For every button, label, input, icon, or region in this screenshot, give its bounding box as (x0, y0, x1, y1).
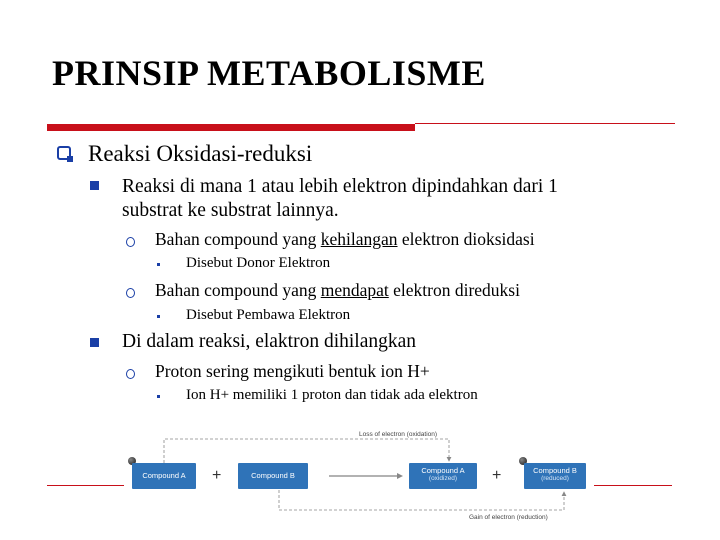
circle-bullet-icon (126, 237, 135, 247)
bottom-rule-right (594, 485, 672, 486)
compound-a-oxidized-box (409, 463, 477, 489)
heading-redox: Reaksi Oksidasi-reduksi (88, 141, 313, 166)
bullet-reduced-underlined: mendapat (320, 280, 389, 300)
bullet-oxidized-pre: Bahan compound yang (155, 229, 321, 249)
circle-bullet-icon (126, 369, 135, 379)
bullet-acceptor: Disebut Pembawa Elektron (186, 307, 351, 323)
compound-a-label: Compound A (142, 471, 186, 480)
checkbox-bullet-icon (57, 146, 71, 160)
compound-b-box (238, 463, 308, 489)
oxidation-arrow (164, 439, 449, 463)
plus-sign: + (212, 467, 222, 484)
dot-bullet-icon (157, 263, 160, 266)
redox-diagram (124, 425, 594, 535)
title-rule-thin (415, 123, 675, 124)
compound-a-box (132, 463, 196, 489)
dot-bullet-icon (157, 315, 160, 318)
compound-b-reduced-box (524, 463, 586, 489)
bullet-oxidized-post: elektron dioksidasi (397, 229, 535, 249)
bullet-electron-lost: Di dalam reaksi, elaktron dihilangkan (122, 331, 417, 352)
compound-b-label: Compound B (251, 471, 295, 480)
square-bullet-icon (90, 338, 99, 347)
title-rule-thick (47, 124, 415, 131)
bullet-definition-line2: substrat ke substrat lainnya. (122, 200, 339, 221)
bullet-oxidized-underlined: kehilangan (320, 229, 398, 249)
bullet-reduced (155, 280, 520, 301)
reduction-arrow (279, 490, 564, 510)
bullet-definition-line1: Reaksi di mana 1 atau lebih elektron dipindahkan dari 1 (122, 176, 558, 197)
compound-b-reduced-label: Compound B (533, 466, 577, 475)
bullet-reduced-pre: Bahan compound yang (155, 280, 321, 300)
bullet-reduced-post: elektron direduksi (388, 280, 520, 300)
bullet-proton: Proton sering mengikuti bentuk ion H+ (155, 361, 430, 381)
reduction-label: Gain of electron (reduction) (469, 514, 548, 521)
bullet-donor: Disebut Donor Elektron (186, 255, 331, 271)
circle-bullet-icon (126, 288, 135, 298)
dot-bullet-icon (157, 395, 160, 398)
plus-sign: + (492, 467, 502, 484)
compound-a-oxidized-label: Compound A (421, 466, 465, 475)
bullet-ion-h: Ion H+ memiliki 1 proton dan tidak ada elektron (186, 387, 478, 403)
slide-title: PRINSIP METABOLISME (52, 53, 486, 93)
square-bullet-icon (90, 181, 99, 190)
compound-a-oxidized-sub: (oxidized) (428, 475, 458, 482)
oxidation-label: Loss of electron (oxidation) (359, 431, 438, 438)
bullet-oxidized (155, 229, 535, 250)
compound-b-reduced-sub: (reduced) (541, 475, 569, 482)
bottom-rule-left (47, 485, 124, 486)
